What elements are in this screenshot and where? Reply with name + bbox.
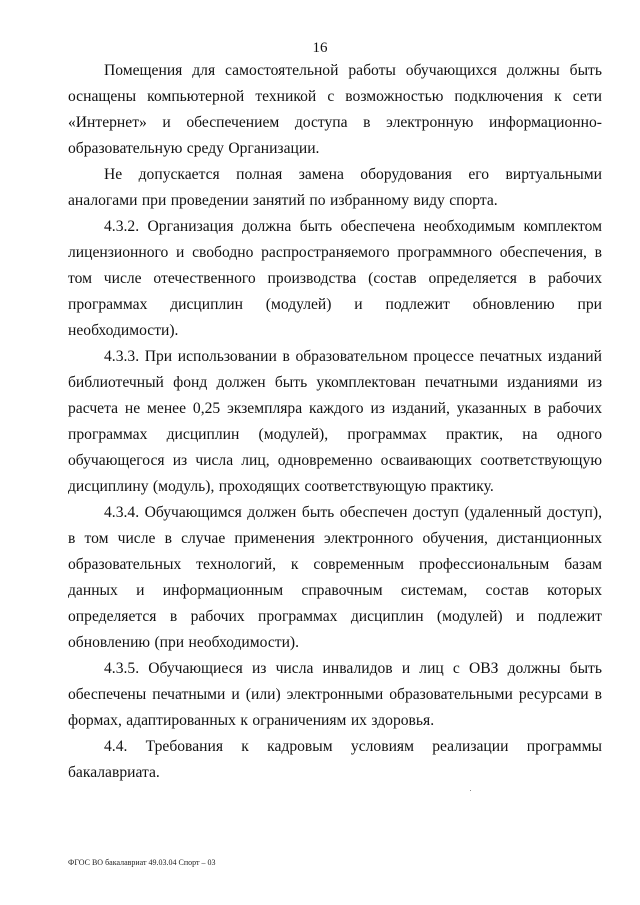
paragraph-4-3-3: 4.3.3. При использовании в образовательном процессе печатных изданий библиотечный фонд должен быть укомплектован печатными изданиями из расчета не менее 0,25 экземпляра каждого из изданий, указанных в рабочих программах дисциплин (модулей), программах практик, на одного обучающегося из числа лиц, одновременно осваивающих соответствующую дисциплину (модуль), проходящих соответствующую практику. (68, 348, 602, 495)
document-body (68, 58, 602, 786)
paragraph-4-3-4: 4.3.4. Обучающимся должен быть обеспечен доступ (удаленный доступ), в том числе в случае применения электронного обучения, дистанционных образовательных технологий, к современным профессиональным базам данных и информационным справочным системам, состав которых определяется в рабочих программах дисциплин (модулей) и подлежит обновлению (при необходимости). (68, 504, 602, 651)
paragraph-premises-equipment: Помещения для самостоятельной работы обучающихся должны быть оснащены компьютерной техникой с возможностью подключения к сети «Интернет» и обеспечением доступа в электронную информационно-образовательную среду Организации. (68, 62, 602, 157)
document-footer: ФГОС ВО бакалавриат 49.03.04 Спорт – 03 (68, 858, 216, 867)
paragraph-virtual-analogues: Не допускается полная замена оборудования его виртуальными аналогами при проведении занятий по избранному виду спорта. (68, 166, 602, 209)
paragraph-4-3-5: 4.3.5. Обучающиеся из числа инвалидов и лиц с ОВЗ должны быть обеспечены печатными и (или) электронными образовательными ресурсами в формах, адаптированных к ограничениям их здоровья. (68, 660, 602, 729)
paragraph-4-4: 4.4. Требования к кадровым условиям реализации программы бакалавриата. (68, 738, 602, 781)
page-number: 16 (312, 40, 328, 56)
paragraph-4-3-2: 4.3.2. Организация должна быть обеспечена необходимым комплектом лицензионного и свободно распространяемого программного обеспечения, в том числе отечественного производства (состав определяется в рабочих программах дисциплин (модулей) и подлежит обновлению при необходимости). (68, 218, 602, 339)
scan-speck (470, 790, 471, 791)
